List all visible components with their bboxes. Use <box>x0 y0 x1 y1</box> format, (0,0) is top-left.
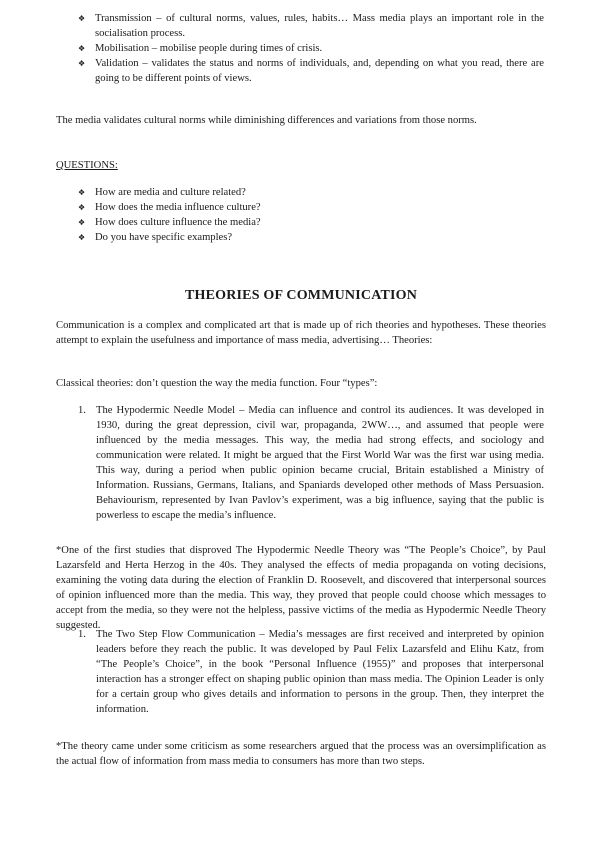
list-number: 1. <box>78 629 86 640</box>
note-paragraph-2: *The theory came under some criticism as some researchers argued that the process was an oversimplification as the actual flow of information from mass media to consumers has more than two steps. <box>56 741 546 768</box>
diamond-bullet-icon: ❖ <box>78 218 86 228</box>
list-item <box>78 185 478 200</box>
theory-text: The Two Step Flow Communication – Media’s messages are first received and interpreted by opinion leaders before they reach the public. It was developed by Paul Felix Lazarsfeld and Elihu Katz, from “The People’s Choice”, in the book “Personal Influence (1955)” and proposes that interpersonal interaction has a stronger effect on shaping public opinion than mass media. The Opinion Leader is only for a certain group who gives details and information to persons in the group. Then, they interpret the information. <box>96 629 544 716</box>
diamond-bullet-icon: ❖ <box>78 233 86 243</box>
list-item <box>78 627 544 717</box>
list-item <box>78 56 544 86</box>
questions-list <box>78 185 478 245</box>
list-item <box>78 41 544 56</box>
list-item <box>78 403 544 523</box>
theory-list-2 <box>78 627 544 717</box>
question-text: How does culture influence the media? <box>95 217 261 229</box>
diamond-bullet-icon: ❖ <box>78 188 86 197</box>
diamond-bullet-icon: ❖ <box>78 44 86 54</box>
note-paragraph-1: *One of the first studies that disproved The Hypodermic Needle Theory was “The People’s Choice”, by Paul Lazarsfeld and Herta Herzog in the 40s. They analysed the effects of media propaganda on voting decisions, examining the voting data during the election of Franklin D. Roosevelt, and discovered that interpersonal sources of opinion influenced more than the media. This way, they proved that people could choose which messages to accept from the media, so they were not the helpless, passive victims of the media as Hypodermic Needle Theory suggested. <box>56 545 546 632</box>
question-text: Do you have specific examples? <box>95 232 233 244</box>
diamond-bullet-icon: ❖ <box>78 14 86 23</box>
question-text: How are media and culture related? <box>95 187 246 198</box>
bullet-text: Mobilisation – mobilise people during times of crisis. <box>95 43 323 55</box>
section-heading: THEORIES OF COMMUNICATION <box>184 288 418 303</box>
validation-paragraph: The media validates cultural norms while diminishing differences and variations from those norms. <box>56 115 477 126</box>
theory-text: The Hypodermic Needle Model – Media can influence and control its audiences. It was developed in 1930, during the great depression, civil war, propaganda, 2WW…, and assumed that people were influenced by the media messages. This way, the media had strong effects, and sociology and communication were related. It might be argued that the First World War was the first war using media. This way, during a period when public opinion became crucial, Britain established a Ministry of Information. Russians, Germans, Italians, and Spaniards developed other methods of Mass Persuasion. Behaviourism, represented by Ivan Pavlov’s experiment, was a big influence, saying that the public is powerless to escape the media’s influence. <box>96 405 544 522</box>
diamond-bullet-icon: ❖ <box>78 59 86 69</box>
bullet-text: Validation – validates the status and norms of individuals, and, depending on what you read, there are going to be different points of views. <box>95 58 544 85</box>
list-item <box>78 200 478 215</box>
communication-intro-paragraph: Communication is a complex and complicated art that is made up of rich theories and hypotheses. These theories attempt to explain the usefulness and importance of mass media, advertising… Theories: <box>56 320 546 347</box>
list-item <box>78 230 478 245</box>
questions-title: QUESTIONS: <box>56 160 118 171</box>
question-text: How does the media influence culture? <box>95 202 261 214</box>
diamond-bullet-icon: ❖ <box>78 203 86 213</box>
classical-theories-paragraph: Classical theories: don’t question the way the media function. Four “types”: <box>56 378 378 389</box>
bullet-text: Transmission – of cultural norms, values, rules, habits… Mass media plays an important role in the socialisation process. <box>95 13 544 40</box>
list-number: 1. <box>78 405 86 416</box>
list-item <box>78 11 544 41</box>
intro-bullet-list <box>78 11 544 86</box>
list-item <box>78 215 478 230</box>
theory-list-1 <box>78 403 544 523</box>
